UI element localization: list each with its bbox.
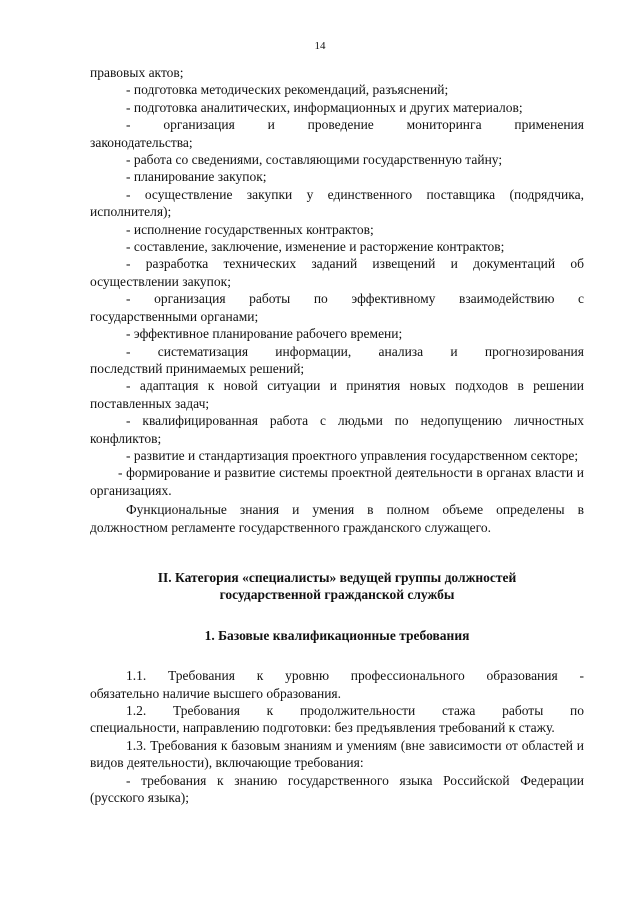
list_1-item <box>90 447 584 464</box>
requirements-item <box>90 667 584 702</box>
list_1-item-text: - работа со сведениями, составляющими государственную тайну; <box>126 152 503 168</box>
section-title-line-2: государственной гражданской службы <box>219 587 455 603</box>
subsection-title: 1. Базовые квалификационные требования <box>204 627 470 643</box>
list_1-item-text: правовых актов; <box>90 65 184 80</box>
list_1-item <box>90 343 584 378</box>
list_1-item <box>90 186 584 221</box>
list_1-item <box>90 238 584 255</box>
duties-list <box>90 64 584 499</box>
list_1-item <box>90 64 584 81</box>
list_1-item <box>90 151 584 168</box>
requirements-list <box>90 667 584 806</box>
list_1-item-text: - осуществление закупки у единственного поставщика (подрядчика, исполнителя); <box>90 186 584 220</box>
list_1-item <box>90 168 584 185</box>
list_1-item-text: - планирование закупок; <box>126 169 267 185</box>
list_1-item-line: - организация и проведение мониторинга применения <box>126 117 584 133</box>
requirements-item-text: - требования к знанию государственного языка Российской Федерации (русского языка); <box>90 772 584 806</box>
requirements-item-continuation: обязательно наличие высшего образования. <box>90 685 342 701</box>
list_1-item <box>90 464 584 499</box>
requirements-item-line: 1.2. Требования к продолжительности стажа работы по <box>126 703 584 718</box>
list_1-item <box>90 116 584 151</box>
list_1-item-text: - эффективное планирование рабочего времени; <box>126 326 403 342</box>
list_1-item-line: - систематизация информации, анализа и прогнозирования <box>126 343 584 359</box>
list_1-item-continuation: государственными органами; <box>90 308 259 324</box>
list_1-item <box>90 325 584 342</box>
list_1-item-continuation: последствий принимаемых решений; <box>90 360 305 376</box>
list_1-item-text: - квалифицированная работа с людьми по недопущению личностных конфликтов; <box>90 413 584 446</box>
list_1-item-text: - подготовка методических рекомендаций, разъяснений; <box>126 82 449 98</box>
list_1-item <box>90 99 584 116</box>
section-title <box>90 569 584 604</box>
closing-paragraph: Функциональные знания и умения в полном объеме определены в должностном регламенте государственного гражданского служащего. <box>90 502 584 535</box>
list_1-item <box>90 290 584 325</box>
list_1-item-text: - исполнение государственных контрактов; <box>126 221 374 237</box>
list_1-item-line: - организация работы по эффективному взаимодействию с <box>126 291 584 307</box>
requirements-item <box>90 702 584 737</box>
requirements-item <box>90 737 584 772</box>
list_1-item-text: - разработка технических заданий извещений и документаций об осуществлении закупок; <box>90 256 584 289</box>
list_1-item-text: - развитие и стандартизация проектного управления государственном секторе; <box>126 447 579 463</box>
list_1-item <box>90 377 584 412</box>
requirements-item-text: 1.3. Требования к базовым знаниям и умениям (вне зависимости от областей и видов деятельности), включающие требования: <box>90 737 584 771</box>
requirements-item <box>90 772 584 807</box>
list_1-item-continuation: законодательства; <box>90 134 193 150</box>
list_1-item-text: - формирование и развитие системы проектной деятельности в органах власти и организациях. <box>90 465 584 498</box>
document-body <box>90 64 584 806</box>
list_1-item-text: - подготовка аналитических, информационных и других материалов; <box>126 99 523 115</box>
list_1-item <box>90 221 584 238</box>
list_1-item <box>90 412 584 447</box>
list_1-item <box>90 81 584 98</box>
page-number: 14 <box>314 40 326 52</box>
list_1-item <box>90 255 584 290</box>
section-title-line-1: II. Категория «специалисты» ведущей группы должностей <box>157 569 517 585</box>
list_1-item-text: - адаптация к новой ситуации и принятия новых подходов в решении поставленных задач; <box>90 378 584 411</box>
list_1-item-text: - составление, заключение, изменение и расторжение контрактов; <box>126 239 505 255</box>
requirements-item-continuation: специальности, направлению подготовки: без предъявления требований к стажу. <box>90 720 555 736</box>
requirements-item-line: 1.1. Требования к уровню профессионального образования - <box>126 668 584 684</box>
